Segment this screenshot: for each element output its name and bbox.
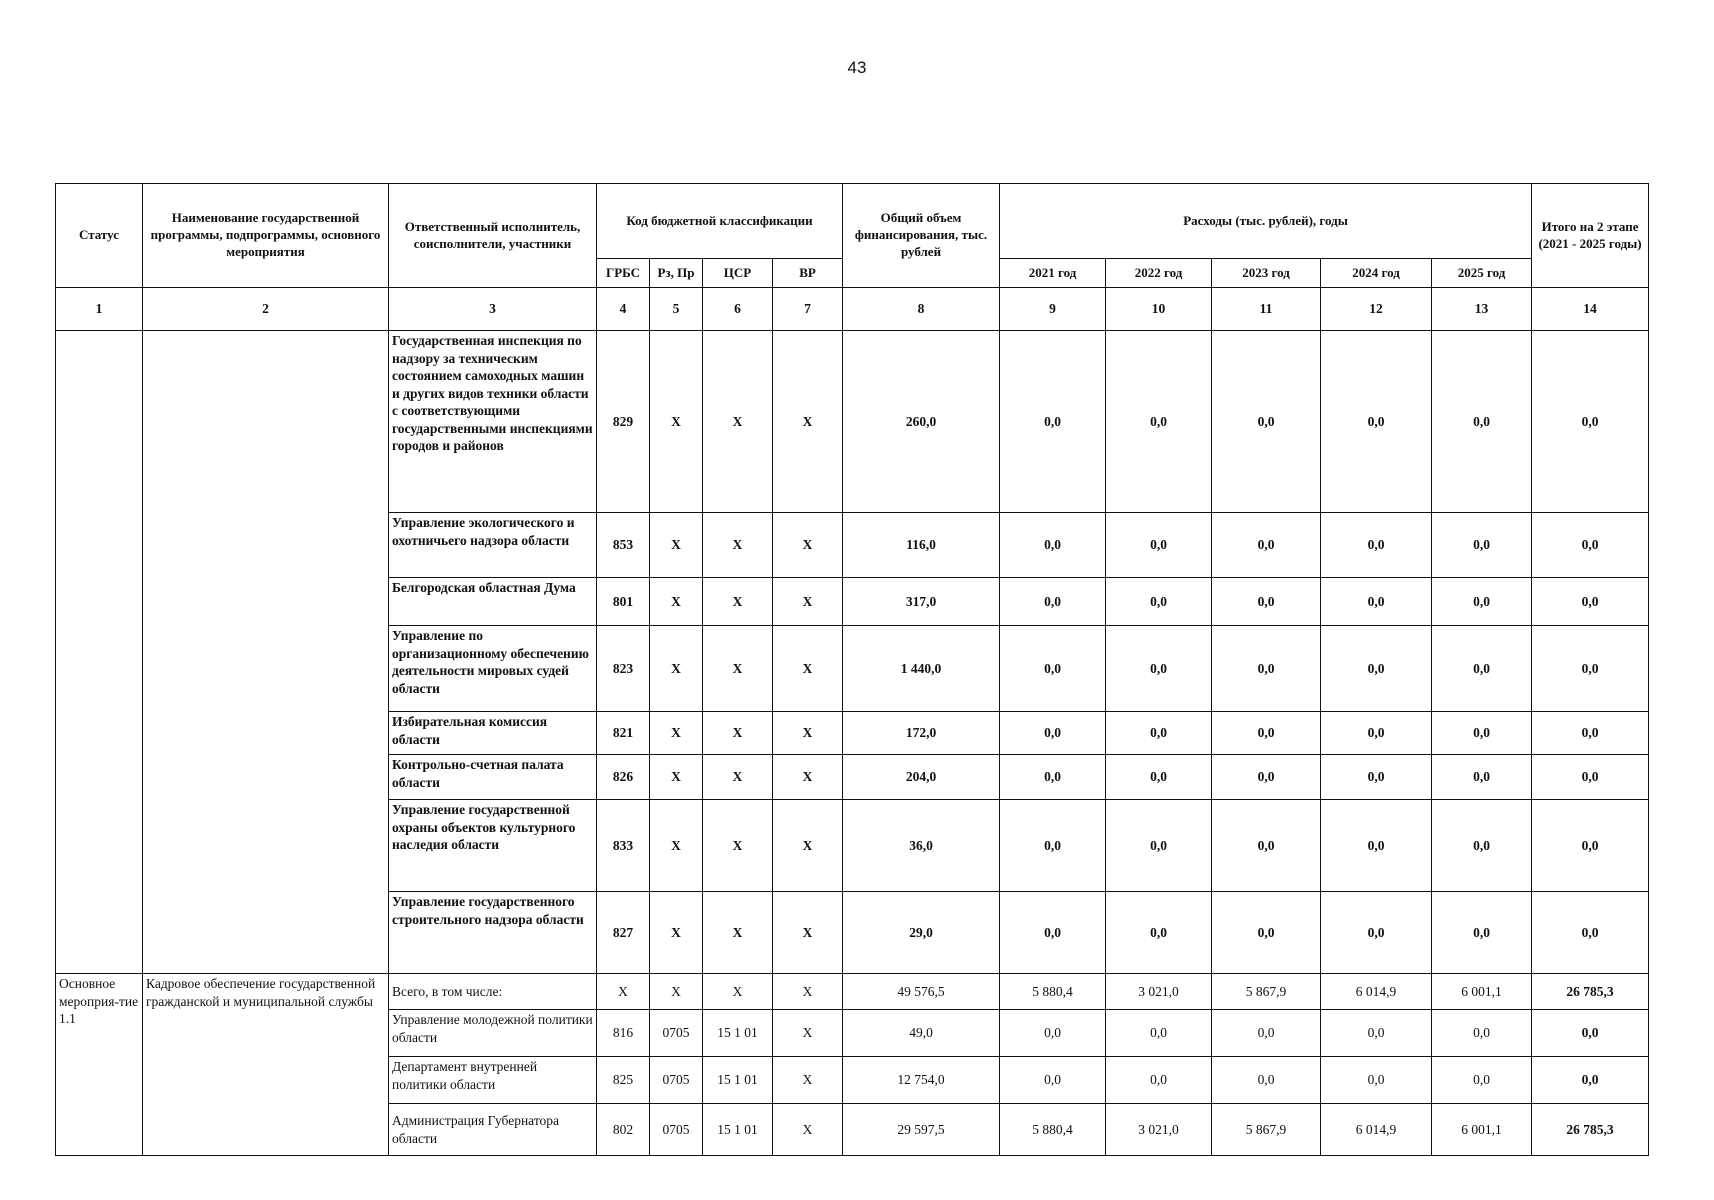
- vr-cell: Х: [773, 974, 843, 1010]
- header-year-2024: 2024 год: [1321, 259, 1432, 288]
- total-cell: 1 440,0: [843, 626, 1000, 712]
- column-number: 8: [843, 288, 1000, 331]
- grbs-cell: 801: [597, 578, 650, 626]
- rzpr-cell: 0705: [650, 1057, 703, 1104]
- year-2024-cell: 0,0: [1321, 755, 1432, 800]
- csr-cell: Х: [703, 892, 773, 974]
- header-expenses: Расходы (тыс. рублей), годы: [1000, 184, 1532, 259]
- year-2025-cell: 0,0: [1432, 712, 1532, 755]
- year-2022-cell: 0,0: [1106, 578, 1212, 626]
- year-2021-cell: 5 880,4: [1000, 974, 1106, 1010]
- header-rzpr: Рз, Пр: [650, 259, 703, 288]
- executor-cell: Управление экологического и охотничьего надзора области: [389, 513, 597, 578]
- header-stage-total: Итого на 2 этапе (2021 - 2025 годы): [1532, 184, 1649, 288]
- year-2024-cell: 0,0: [1321, 626, 1432, 712]
- year-2022-cell: 0,0: [1106, 892, 1212, 974]
- stage-total-cell: 26 785,3: [1532, 974, 1649, 1010]
- status-cell: Основное мероприя-тие 1.1: [56, 974, 143, 1156]
- year-2024-cell: 0,0: [1321, 513, 1432, 578]
- csr-cell: 15 1 01: [703, 1104, 773, 1156]
- year-2024-cell: 0,0: [1321, 1057, 1432, 1104]
- grbs-cell: 802: [597, 1104, 650, 1156]
- grbs-cell: 823: [597, 626, 650, 712]
- year-2021-cell: 0,0: [1000, 755, 1106, 800]
- program-name-cell: Кадровое обеспечение государственной гражданской и муниципальной службы: [143, 974, 389, 1156]
- csr-cell: Х: [703, 626, 773, 712]
- year-2023-cell: 0,0: [1212, 892, 1321, 974]
- year-2025-cell: 0,0: [1432, 1010, 1532, 1057]
- year-2023-cell: 0,0: [1212, 712, 1321, 755]
- executor-cell: Государственная инспекция по надзору за техническим состоянием самоходных машин и других видов техники области с соответствующими государственными инспекциями городов и районов: [389, 331, 597, 513]
- grbs-cell: 816: [597, 1010, 650, 1057]
- year-2025-cell: 6 001,1: [1432, 974, 1532, 1010]
- column-number: 5: [650, 288, 703, 331]
- stage-total-cell: 0,0: [1532, 755, 1649, 800]
- year-2021-cell: 0,0: [1000, 331, 1106, 513]
- csr-cell: Х: [703, 331, 773, 513]
- year-2021-cell: 0,0: [1000, 892, 1106, 974]
- stage-total-cell: 0,0: [1532, 513, 1649, 578]
- year-2022-cell: 0,0: [1106, 1057, 1212, 1104]
- executor-cell: Управление государственной охраны объектов культурного наследия области: [389, 800, 597, 892]
- column-number: 4: [597, 288, 650, 331]
- grbs-cell: 821: [597, 712, 650, 755]
- year-2022-cell: 0,0: [1106, 1010, 1212, 1057]
- status-cell-empty: [56, 331, 143, 974]
- csr-cell: 15 1 01: [703, 1010, 773, 1057]
- vr-cell: Х: [773, 578, 843, 626]
- csr-cell: Х: [703, 755, 773, 800]
- vr-cell: Х: [773, 1010, 843, 1057]
- vr-cell: Х: [773, 892, 843, 974]
- year-2023-cell: 0,0: [1212, 578, 1321, 626]
- grbs-cell: 853: [597, 513, 650, 578]
- csr-cell: Х: [703, 974, 773, 1010]
- total-cell: 172,0: [843, 712, 1000, 755]
- csr-cell: Х: [703, 513, 773, 578]
- program-cell-empty: [143, 331, 389, 974]
- stage-total-cell: 0,0: [1532, 331, 1649, 513]
- total-cell: 49,0: [843, 1010, 1000, 1057]
- csr-cell: Х: [703, 800, 773, 892]
- executor-cell: Администрация Губернатора области: [389, 1104, 597, 1156]
- column-number: 10: [1106, 288, 1212, 331]
- rzpr-cell: Х: [650, 892, 703, 974]
- rzpr-cell: Х: [650, 578, 703, 626]
- year-2025-cell: 0,0: [1432, 331, 1532, 513]
- year-2024-cell: 0,0: [1321, 331, 1432, 513]
- header-program: Наименование государственной программы, подпрограммы, основного мероприятия: [143, 184, 389, 288]
- executor-cell: Контрольно-счетная палата области: [389, 755, 597, 800]
- stage-total-cell: 0,0: [1532, 1057, 1649, 1104]
- year-2022-cell: 3 021,0: [1106, 974, 1212, 1010]
- grbs-cell: 826: [597, 755, 650, 800]
- year-2022-cell: 3 021,0: [1106, 1104, 1212, 1156]
- header-row-top: [56, 184, 1649, 259]
- executor-cell: Управление молодежной политики области: [389, 1010, 597, 1057]
- year-2023-cell: 0,0: [1212, 755, 1321, 800]
- csr-cell: Х: [703, 578, 773, 626]
- vr-cell: Х: [773, 1057, 843, 1104]
- stage-total-cell: 0,0: [1532, 892, 1649, 974]
- year-2025-cell: 6 001,1: [1432, 1104, 1532, 1156]
- column-number: 9: [1000, 288, 1106, 331]
- year-2021-cell: 0,0: [1000, 1010, 1106, 1057]
- header-year-2023: 2023 год: [1212, 259, 1321, 288]
- stage-total-cell: 0,0: [1532, 800, 1649, 892]
- year-2021-cell: 0,0: [1000, 626, 1106, 712]
- csr-cell: 15 1 01: [703, 1057, 773, 1104]
- year-2021-cell: 5 880,4: [1000, 1104, 1106, 1156]
- total-cell: 12 754,0: [843, 1057, 1000, 1104]
- header-grbs: ГРБС: [597, 259, 650, 288]
- header-budget-code: Код бюджетной классификации: [597, 184, 843, 259]
- total-cell: 29 597,5: [843, 1104, 1000, 1156]
- header-year-2021: 2021 год: [1000, 259, 1106, 288]
- year-2023-cell: 0,0: [1212, 1057, 1321, 1104]
- column-number: 14: [1532, 288, 1649, 331]
- year-2025-cell: 0,0: [1432, 626, 1532, 712]
- year-2022-cell: 0,0: [1106, 331, 1212, 513]
- grbs-cell: Х: [597, 974, 650, 1010]
- executor-cell: Управление по организационному обеспечению деятельности мировых судей области: [389, 626, 597, 712]
- total-cell: 116,0: [843, 513, 1000, 578]
- vr-cell: Х: [773, 712, 843, 755]
- header-year-2025: 2025 год: [1432, 259, 1532, 288]
- year-2025-cell: 0,0: [1432, 578, 1532, 626]
- table-row: [56, 331, 1649, 513]
- year-2024-cell: 0,0: [1321, 578, 1432, 626]
- total-cell: 317,0: [843, 578, 1000, 626]
- vr-cell: Х: [773, 331, 843, 513]
- executor-cell: Белгородская областная Дума: [389, 578, 597, 626]
- column-number: 6: [703, 288, 773, 331]
- year-2022-cell: 0,0: [1106, 755, 1212, 800]
- stage-total-cell: 26 785,3: [1532, 1104, 1649, 1156]
- stage-total-cell: 0,0: [1532, 1010, 1649, 1057]
- year-2022-cell: 0,0: [1106, 712, 1212, 755]
- year-2024-cell: 0,0: [1321, 800, 1432, 892]
- year-2025-cell: 0,0: [1432, 1057, 1532, 1104]
- column-number: 11: [1212, 288, 1321, 331]
- rzpr-cell: Х: [650, 626, 703, 712]
- year-2023-cell: 0,0: [1212, 1010, 1321, 1057]
- year-2024-cell: 6 014,9: [1321, 974, 1432, 1010]
- grbs-cell: 825: [597, 1057, 650, 1104]
- rzpr-cell: Х: [650, 712, 703, 755]
- header-executor: Ответственный исполнитель, соисполнители, участники: [389, 184, 597, 288]
- year-2023-cell: 5 867,9: [1212, 1104, 1321, 1156]
- column-number: 1: [56, 288, 143, 331]
- rzpr-cell: Х: [650, 974, 703, 1010]
- grbs-cell: 829: [597, 331, 650, 513]
- budget-table: [55, 183, 1649, 1156]
- total-cell: 260,0: [843, 331, 1000, 513]
- header-status: Статус: [56, 184, 143, 288]
- column-number: 2: [143, 288, 389, 331]
- executor-cell: Избирательная комиссия области: [389, 712, 597, 755]
- header-vr: ВР: [773, 259, 843, 288]
- rzpr-cell: Х: [650, 800, 703, 892]
- rzpr-cell: 0705: [650, 1010, 703, 1057]
- year-2021-cell: 0,0: [1000, 578, 1106, 626]
- stage-total-cell: 0,0: [1532, 578, 1649, 626]
- year-2021-cell: 0,0: [1000, 800, 1106, 892]
- vr-cell: Х: [773, 1104, 843, 1156]
- header-total-volume: Общий объем финансирования, тыс. рублей: [843, 184, 1000, 288]
- year-2024-cell: 0,0: [1321, 712, 1432, 755]
- rzpr-cell: Х: [650, 331, 703, 513]
- stage-total-cell: 0,0: [1532, 712, 1649, 755]
- year-2022-cell: 0,0: [1106, 513, 1212, 578]
- total-cell: 36,0: [843, 800, 1000, 892]
- total-cell: 204,0: [843, 755, 1000, 800]
- year-2022-cell: 0,0: [1106, 800, 1212, 892]
- year-2025-cell: 0,0: [1432, 755, 1532, 800]
- year-2025-cell: 0,0: [1432, 800, 1532, 892]
- header-csr: ЦСР: [703, 259, 773, 288]
- total-cell: 29,0: [843, 892, 1000, 974]
- column-number-row: [56, 288, 1649, 331]
- vr-cell: Х: [773, 513, 843, 578]
- year-2021-cell: 0,0: [1000, 712, 1106, 755]
- total-cell: 49 576,5: [843, 974, 1000, 1010]
- year-2024-cell: 0,0: [1321, 1010, 1432, 1057]
- column-number: 7: [773, 288, 843, 331]
- year-2021-cell: 0,0: [1000, 1057, 1106, 1104]
- year-2025-cell: 0,0: [1432, 513, 1532, 578]
- year-2024-cell: 0,0: [1321, 892, 1432, 974]
- year-2022-cell: 0,0: [1106, 626, 1212, 712]
- year-2024-cell: 6 014,9: [1321, 1104, 1432, 1156]
- year-2023-cell: 0,0: [1212, 513, 1321, 578]
- year-2023-cell: 5 867,9: [1212, 974, 1321, 1010]
- rzpr-cell: 0705: [650, 1104, 703, 1156]
- page-number: 43: [847, 58, 867, 77]
- executor-cell: Всего, в том числе:: [389, 974, 597, 1010]
- grbs-cell: 833: [597, 800, 650, 892]
- csr-cell: Х: [703, 712, 773, 755]
- stage-total-cell: 0,0: [1532, 626, 1649, 712]
- grbs-cell: 827: [597, 892, 650, 974]
- vr-cell: Х: [773, 800, 843, 892]
- executor-cell: Управление государственного строительного надзора области: [389, 892, 597, 974]
- vr-cell: Х: [773, 626, 843, 712]
- rzpr-cell: Х: [650, 513, 703, 578]
- column-number: 12: [1321, 288, 1432, 331]
- header-year-2022: 2022 год: [1106, 259, 1212, 288]
- rzpr-cell: Х: [650, 755, 703, 800]
- table-row: [56, 974, 1649, 1010]
- vr-cell: Х: [773, 755, 843, 800]
- year-2023-cell: 0,0: [1212, 800, 1321, 892]
- year-2025-cell: 0,0: [1432, 892, 1532, 974]
- column-number: 13: [1432, 288, 1532, 331]
- year-2023-cell: 0,0: [1212, 626, 1321, 712]
- column-number: 3: [389, 288, 597, 331]
- year-2023-cell: 0,0: [1212, 331, 1321, 513]
- executor-cell: Департамент внутренней политики области: [389, 1057, 597, 1104]
- year-2021-cell: 0,0: [1000, 513, 1106, 578]
